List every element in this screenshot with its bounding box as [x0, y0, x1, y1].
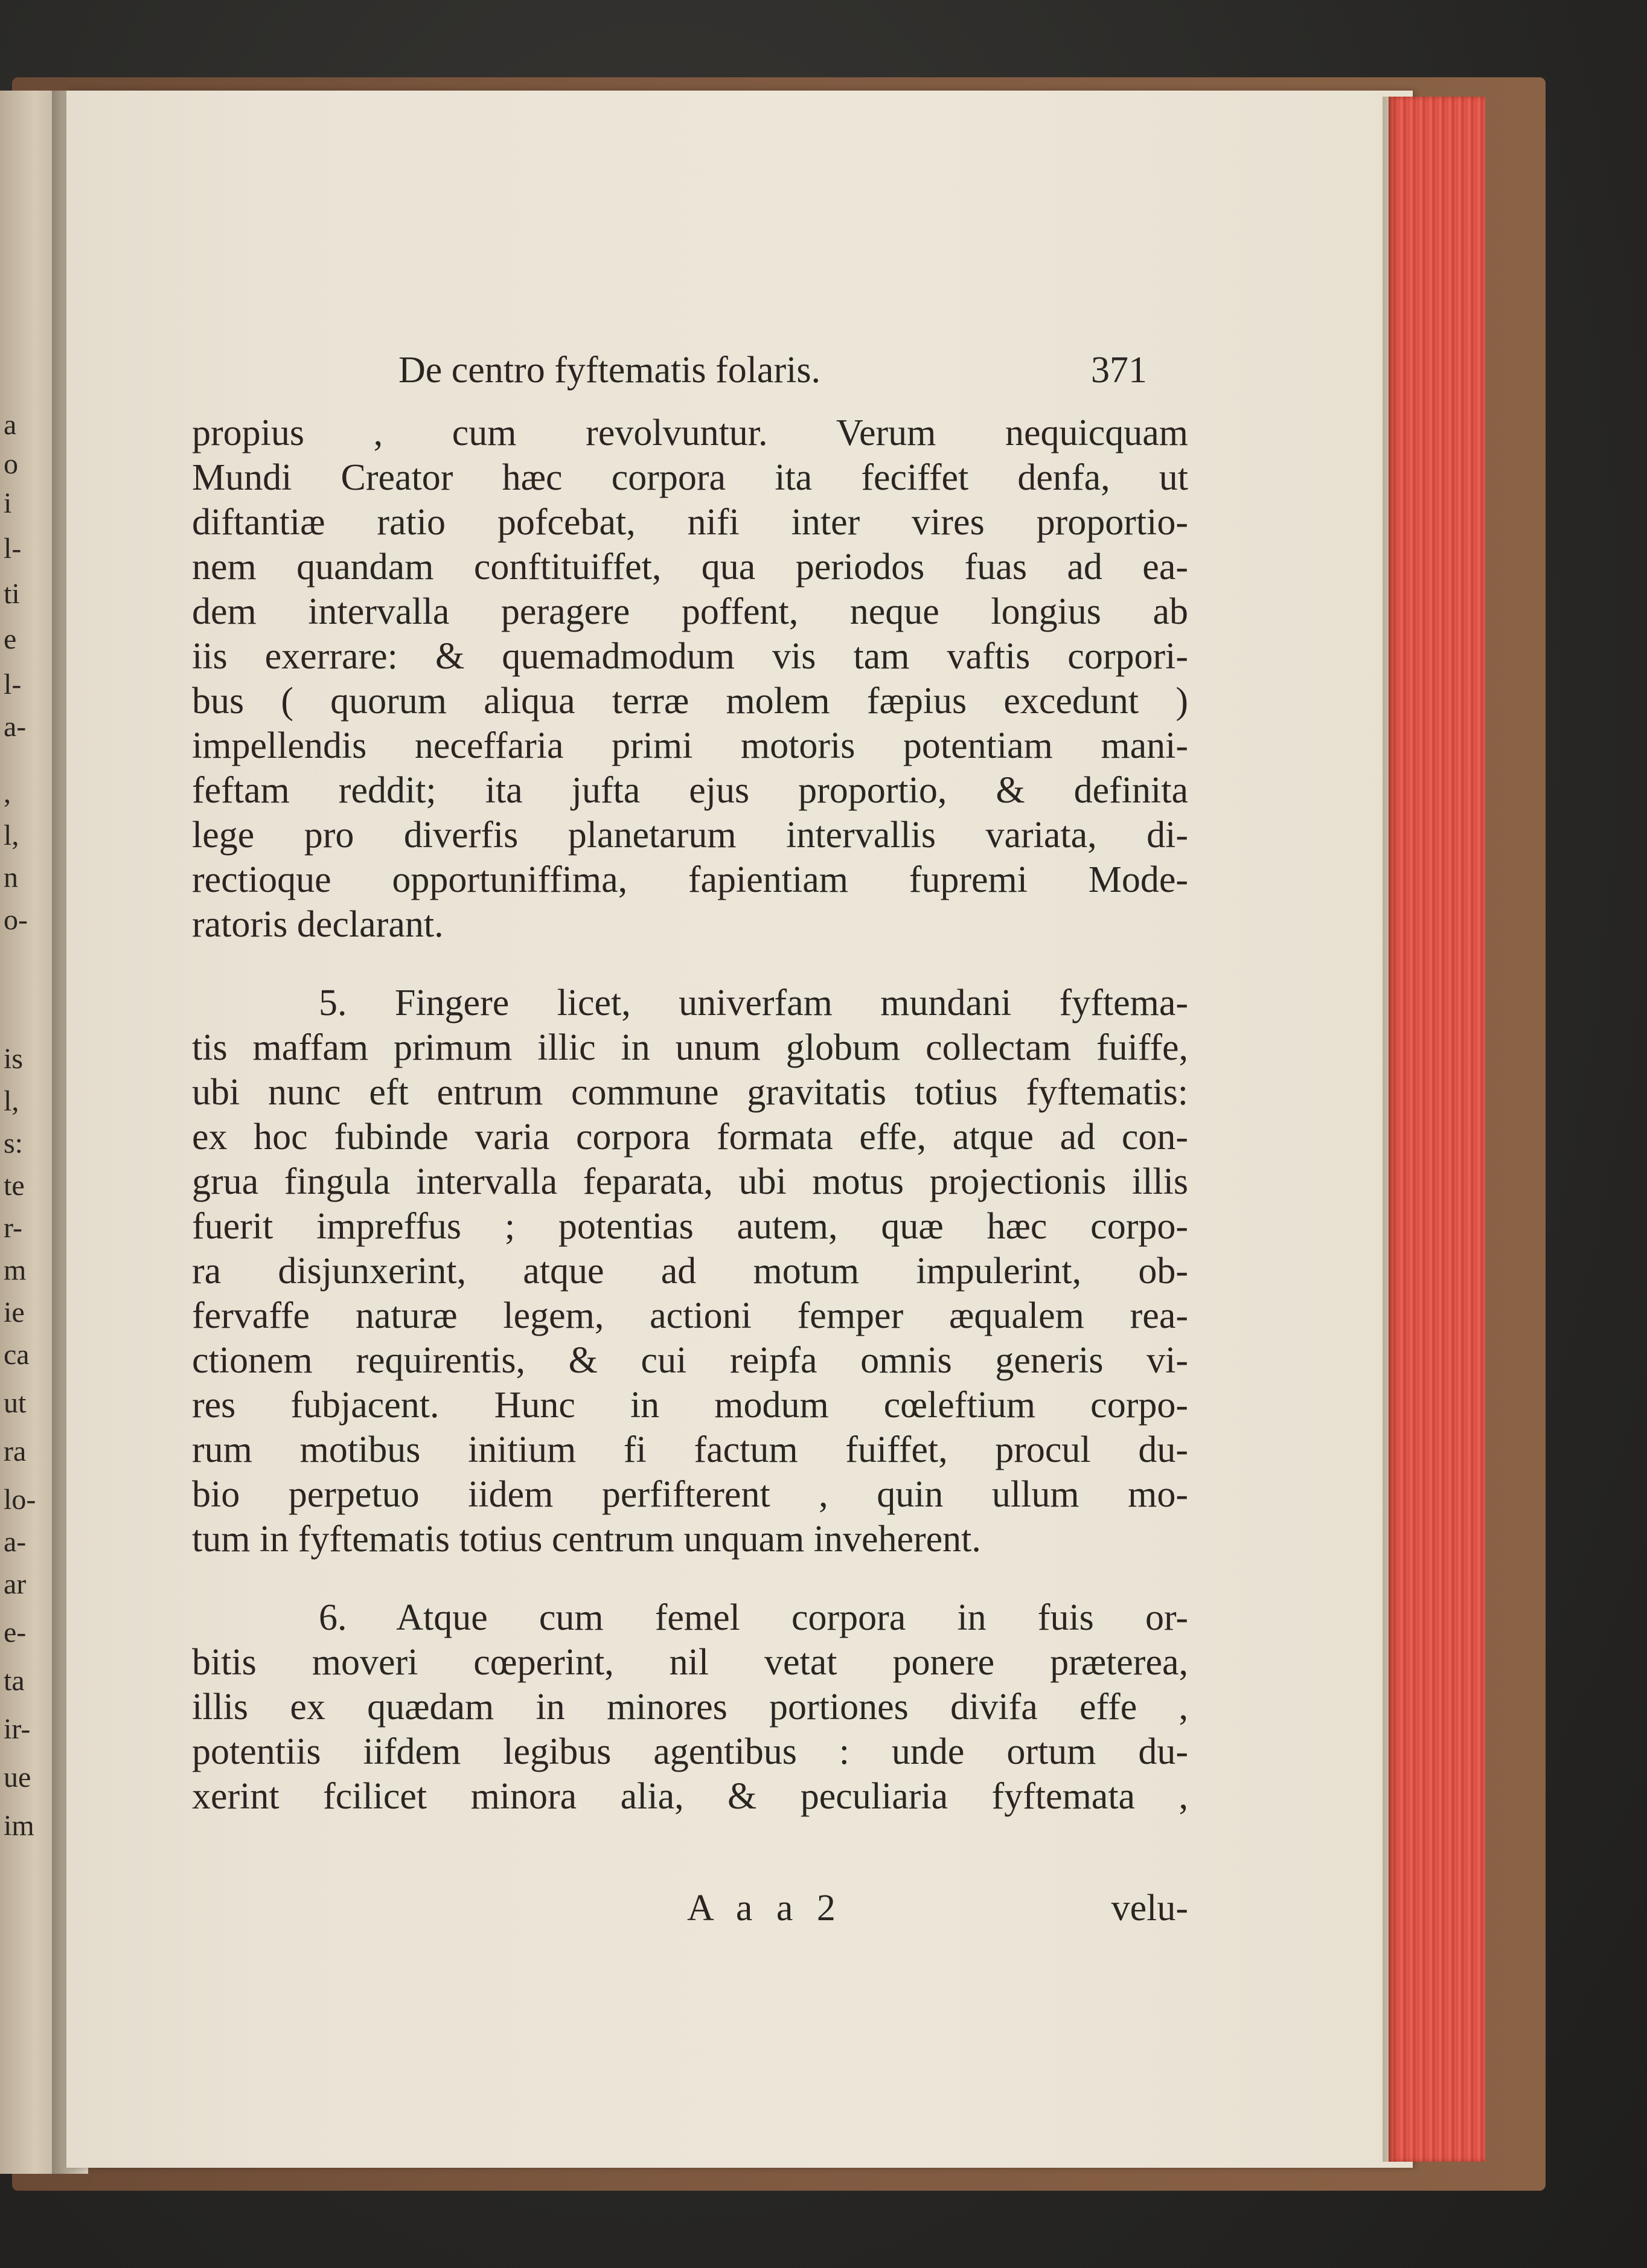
text-line: potentiis iifdem legibus agentibus : unde ortum du- — [192, 1731, 1188, 1772]
facing-page-fragment: e- — [4, 1616, 27, 1648]
facing-page-fragment: ir- — [4, 1713, 31, 1745]
text-line: tis maffam primum illic in unum globum collectam fuiffe, — [192, 1027, 1188, 1068]
text-line: ctionem requirentis, & cui reipfa omnis generis vi- — [192, 1340, 1188, 1381]
facing-page-fragment: ta — [4, 1665, 25, 1697]
facing-page-fragment: l- — [4, 533, 22, 565]
facing-page-fragment: ut — [4, 1387, 27, 1419]
text-line: rectioque opportuniffima, fapientiam fupremi Mode- — [192, 859, 1188, 900]
page-footer — [192, 1887, 1188, 1935]
text-line: rum motibus initium fi factum fuiffet, procul du- — [192, 1429, 1188, 1470]
facing-page-fragment: o — [4, 448, 18, 480]
facing-page-fragment: lo- — [4, 1484, 36, 1516]
signature-mark: A a a 2 — [687, 1888, 843, 1929]
text-line: 5. Fingere licet, univerfam mundani fyftema- — [319, 982, 1188, 1023]
text-line: impellendis neceffaria primi motoris potentiam mani- — [192, 725, 1188, 766]
running-header — [398, 349, 1147, 397]
text-line: ex hoc fubinde varia corpora formata effe, atque ad con- — [192, 1116, 1188, 1158]
facing-page-fragment: n — [4, 862, 18, 894]
facing-page-fragment: ca — [4, 1339, 30, 1371]
facing-page-fragment: l- — [4, 668, 22, 700]
facing-page-fragment: ti — [4, 578, 20, 610]
paragraph-gap — [192, 947, 1188, 981]
facing-page-fragment: im — [4, 1810, 34, 1842]
text-line: ra disjunxerint, atque ad motum impulerint, ob- — [192, 1251, 1188, 1292]
text-line: lege pro diverfis planetarum intervallis variata, di- — [192, 815, 1188, 856]
facing-page-fragment: l, — [4, 1085, 19, 1117]
facing-page-fragment: i — [4, 487, 12, 519]
facing-page-fragment: ra — [4, 1435, 27, 1467]
paragraph — [192, 1595, 1188, 1819]
page-number: 371 — [1091, 350, 1147, 391]
facing-page-edge — [0, 91, 58, 2174]
facing-page-fragment: a- — [4, 1526, 27, 1558]
text-line: iis exerrare: & quemadmodum vis tam vaftis corpori- — [192, 636, 1188, 677]
text-line: illis ex quædam in minores portiones divifa effe , — [192, 1687, 1188, 1728]
text-line: xerint fcilicet minora alia, & peculiaria fyftemata , — [192, 1776, 1188, 1817]
facing-page-fragment: te — [4, 1170, 25, 1202]
facing-page-fragment: e — [4, 623, 17, 655]
text-line: Mundi Creator hæc corpora ita feciffet denfa, ut — [192, 457, 1188, 498]
paragraph — [192, 981, 1188, 1562]
text-line: 6. Atque cum femel corpora in fuis or- — [319, 1597, 1188, 1638]
text-line: bus ( quorum aliqua terræ molem fæpius excedunt ) — [192, 681, 1188, 722]
text-line: bio perpetuo iidem perfifterent , quin ullum mo- — [192, 1474, 1188, 1515]
facing-page-fragment: ue — [4, 1761, 31, 1793]
text-line: fuerit impreffus ; potentias autem, quæ hæc corpo- — [192, 1206, 1188, 1247]
page-body-text — [192, 411, 1188, 1819]
text-line: grua fingula intervalla feparata, ubi motus projectionis illis — [192, 1161, 1188, 1202]
facing-page-fragment: a — [4, 409, 17, 441]
catchword: velu- — [1111, 1888, 1188, 1929]
facing-page-fragment: ie — [4, 1296, 25, 1328]
text-line: feftam reddit; ita jufta ejus proportio, & definita — [192, 770, 1188, 811]
paragraph — [192, 411, 1188, 947]
text-line: res fubjacent. Hunc in modum cœleftium corpo- — [192, 1385, 1188, 1426]
text-line: bitis moveri cœperint, nil vetat ponere præterea, — [192, 1642, 1188, 1683]
facing-page-fragment: , — [4, 777, 11, 809]
text-line: fervaffe naturæ legem, actioni femper æqualem rea- — [192, 1295, 1188, 1336]
facing-page-fragment: s: — [4, 1127, 24, 1159]
text-line: propius , cum revolvuntur. Verum nequicquam — [192, 412, 1188, 453]
running-title: De centro fyftematis folaris. — [398, 350, 820, 391]
facing-page-fragment: ar — [4, 1568, 27, 1600]
text-line: ubi nunc eft entrum commune gravitatis totius fyftematis: — [192, 1072, 1188, 1113]
text-line: diftantiæ ratio pofcebat, nifi inter vires proportio- — [192, 502, 1188, 543]
text-line: ratoris declarant. — [192, 904, 444, 945]
facing-page-fragment: m — [4, 1254, 27, 1286]
red-fore-edge — [1389, 97, 1485, 2162]
text-line: nem quandam conftituiffet, qua periodos fuas ad ea- — [192, 546, 1188, 588]
text-line: tum in fyftematis totius centrum unquam inveherent. — [192, 1519, 981, 1560]
facing-page-fragment: a- — [4, 711, 27, 743]
facing-page-fragment: r- — [4, 1212, 23, 1244]
facing-page-fragment: o- — [4, 904, 28, 936]
paragraph-gap — [192, 1562, 1188, 1595]
facing-page-fragment: is — [4, 1043, 24, 1075]
text-line: dem intervalla peragere poffent, neque longius ab — [192, 591, 1188, 632]
facing-page-fragment: l, — [4, 819, 19, 851]
